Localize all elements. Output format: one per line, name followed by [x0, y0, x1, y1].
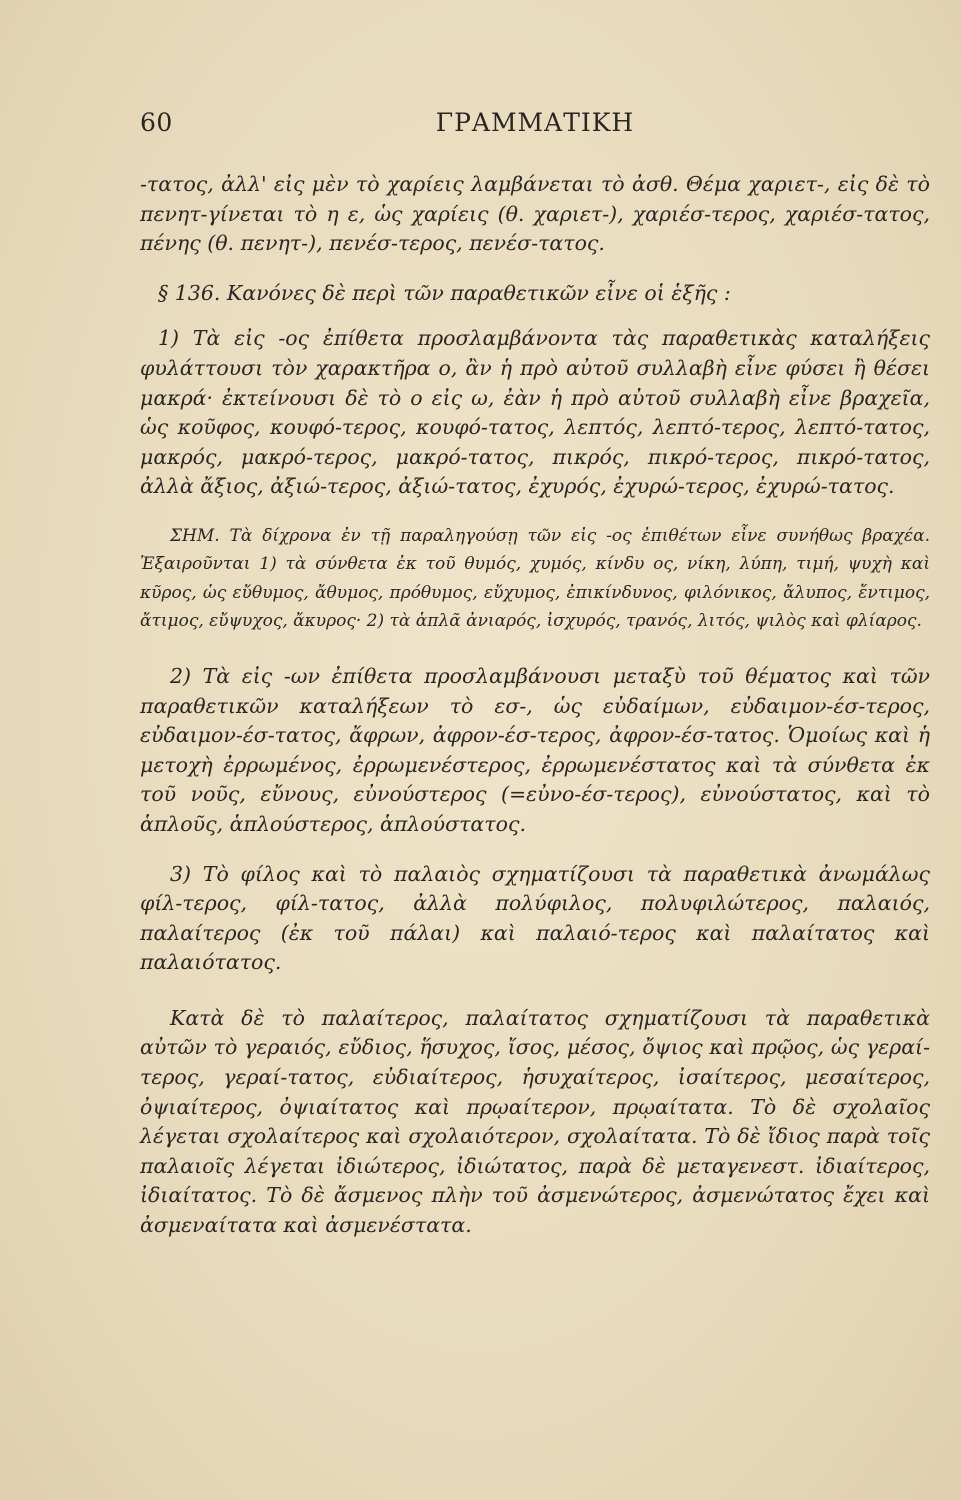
- rule-paragraph-1: 1) Τὰ εἰς -ος ἐπίθετα προσλαμβάνοντα τὰς παραθετικὰς καταλήξεις φυλάττουσι τὸν χαρακτῆρα ο, ἂν ἡ πρὸ αὐτοῦ συλλαβὴ εἶνε φύσει ἢ θέσει μακρά· ἐκτείνουσι δὲ τὸ ο εἰς ω, ἐὰν ἡ πρὸ αὐτοῦ συλλαβὴ εἶνε βραχεῖα, ὡς κοῦφος, κουφό-τερος, κουφό-τατος, λεπτός, λεπτό-τερος, λεπτό-τατος, μακρός, μακρό-τερος, μακρό-τατος, πικρός, πικρό-τερος, πικρό-τατος, ἀλλὰ ἄξιος, ἀξιώ-τερος, ἀξιώ-τατος, ἐχυρός, ἐχυρώ-τερος, ἐχυρώ-τατος.: [140, 326, 930, 499]
- page-header: [140, 108, 930, 144]
- paragraph-continuation: -τατος, ἀλλ' εἰς μὲν τὸ χαρίεις λαμβάνεται τὸ ἀσθ. Θέμα χαριετ-, εἰς δὲ τὸ πενητ-γίνεται τὸ η ε, ὡς χαρίεις (θ. χαριετ-), χαριέσ-τερος, χαριέσ-τατος, πένης (θ. πενητ-), πενέσ-τερος, πενέσ-τατος.: [140, 172, 930, 256]
- page-number: 60: [140, 108, 173, 137]
- running-title: ΓΡΑΜΜΑΤΙΚΗ: [435, 108, 635, 137]
- note-paragraph: ΣΗΜ. Τὰ δίχρονα ἐν τῇ παραληγούσῃ τῶν εἰς -ος ἐπιθέτων εἶνε συνήθως βραχέα. Ἐξαιροῦνται 1) τὰ σύνθετα ἐκ τοῦ θυμός, χυμός, κίνδυ ος, νίκη, λύπη, τιμή, ψυχὴ καὶ κῦρος, ὡς εὔθυμος, ἄθυμος, πρόθυμος, εὔχυμος, ἐπικίνδυνος, φιλόνικος, ἄλυπος, ἔντιμος, ἄτιμος, εὔψυχος, ἄκυρος· 2) τὰ ἁπλᾶ ἀνιαρός, ἰσχυρός, τρανός, λιτός, ψιλὸς καὶ φλίαρος.: [140, 525, 930, 632]
- section-heading: § 136. Κανόνες δὲ περὶ τῶν παραθετικῶν εἶνε οἱ ἑξῆς :: [158, 280, 731, 305]
- rule-paragraph-2: 2) Τὰ εἰς -ων ἐπίθετα προσλαμβάνουσι μεταξὺ τοῦ θέματος καὶ τῶν παραθετικῶν καταλήξεων τὸ εσ-, ὡς εὐδαίμων, εὐδαιμον-έσ-τερος, εὐδαιμον-έσ-τατος, ἄφρων, ἀφρον-έσ-τερος, ἀφρον-έσ-τατος. Ὁμοίως καὶ ἡ μετοχὴ ἐρρωμένος, ἐρρωμενέστερος, ἐρρωμενέστατος καὶ τὰ σύνθετα ἐκ τοῦ νοῦς, εὔνους, εὐνούστερος (=εὐνο-έσ-τερος), εὐνούστατος, καὶ τὸ ἁπλοῦς, ἁπλούστερος, ἁπλούστατος.: [140, 663, 930, 836]
- body-text: [140, 170, 930, 1241]
- closing-paragraph: Κατὰ δὲ τὸ παλαίτερος, παλαίτατος σχηματίζουσι τὰ παραθετικὰ αὐτῶν τὸ γεραιός, εὔδιος, ἥσυχος, ἴσος, μέσος, ὄψιος καὶ πρῷος, ὡς γεραί-τερος, γεραί-τατος, εὐδιαίτερος, ἡσυχαίτερος, ἰσαίτερος, μεσαίτερος, ὀψιαίτερος, ὀψιαίτατος καὶ πρῳαίτερον, πρῳαίτατα. Τὸ δὲ σχολαῖος λέγεται σχολαίτερος καὶ σχολαιότερον, σχολαίτατα. Τὸ δὲ ἴδιος παρὰ τοῖς παλαιοῖς λέγεται ἰδιώτερος, ἰδιώτατος, παρὰ δὲ μεταγενεστ. ἰδιαίτερος, ἰδιαίτατος. Τὸ δὲ ἄσμενος πλὴν τοῦ ἀσμενώτερος, ἀσμενώτατος ἔχει καὶ ἀσμεναίτατα καὶ ἀσμενέστατα.: [140, 1005, 930, 1238]
- rule-paragraph-3: 3) Τὸ φίλος καὶ τὸ παλαιὸς σχηματίζουσι τὰ παραθετικὰ ἀνωμάλως φίλ-τερος, φίλ-τατος, ἀλλὰ πολύφιλος, πολυφιλώτερος, παλαιός, παλαίτερος (ἐκ τοῦ πάλαι) καὶ παλαιό-τερος καὶ παλαίτατος καὶ παλαιότατος.: [140, 861, 930, 975]
